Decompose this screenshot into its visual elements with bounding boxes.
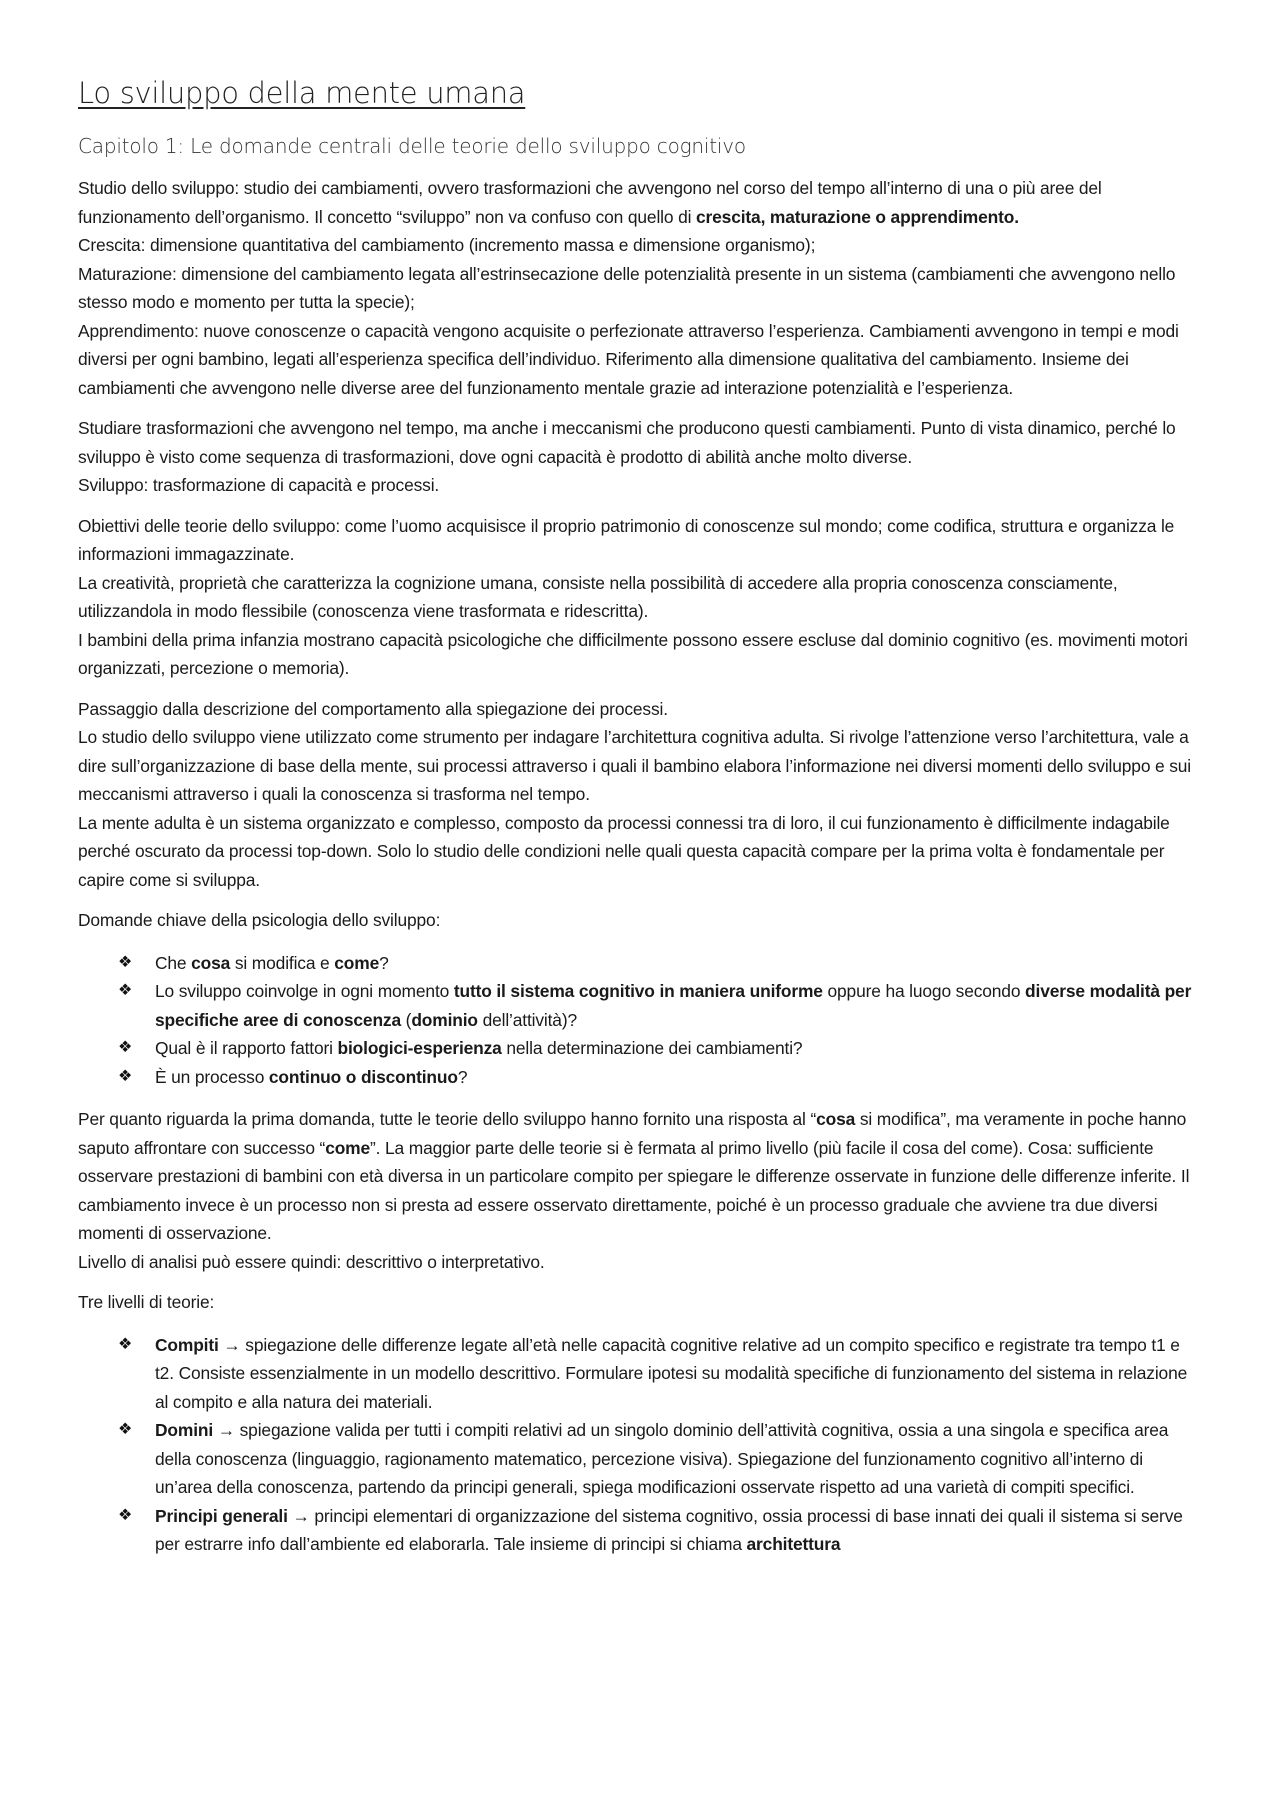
diamond-bullet-icon: ❖ xyxy=(118,1067,133,1085)
diamond-bullet-icon: ❖ xyxy=(118,1039,133,1056)
diamond-bullet-icon: ❖ xyxy=(118,1335,133,1353)
text-line xyxy=(78,231,1200,260)
text-line xyxy=(78,1248,1200,1277)
text-run: Domande chiave della psicologia dello sviluppo: xyxy=(78,910,441,930)
bold-text-run: architettura xyxy=(746,1534,841,1554)
text-run: oppure ha luogo secondo xyxy=(822,981,1026,1001)
key-questions-list xyxy=(78,949,1200,1092)
paragraph-p2 xyxy=(78,414,1200,500)
text-run: si modifica”, ma veramente in poche hanno saputo affrontare con successo “ xyxy=(78,1109,1187,1158)
text-line xyxy=(78,1288,1200,1317)
list-item xyxy=(118,977,1200,1034)
analysis-paragraphs xyxy=(78,1105,1200,1317)
text-run: → spiegazione valida per tutti i compiti relativi ad un singolo dominio dell’attività cognitiva, ossia a una singola e specifica area della conoscenza (linguaggio, ragionamento matematico, percezione visiva). Spiegazione del funzionamento cognitivo all’interno di un’area della conoscenza, partendo da principi generali, spiega modificazioni osservate rispetto ad una varietà di compiti specifici. xyxy=(155,1420,1169,1497)
text-line xyxy=(78,569,1200,626)
text-run: ? xyxy=(379,952,389,973)
text-line xyxy=(78,906,1200,935)
text-run: Studiare trasformazioni che avvengono nel tempo, ma anche i meccanismi che producono questi cambiamenti. Punto di vista dinamico, perché lo sviluppo è visto come sequenza di trasformazioni, dove ogni capacità è prodotto di abilità anche molto diverse. xyxy=(78,418,1176,467)
list-item xyxy=(118,1063,1200,1092)
diamond-bullet-icon: ❖ xyxy=(118,982,133,999)
text-line xyxy=(78,414,1200,471)
text-run: Studio dello sviluppo: studio dei cambiamenti, ovvero trasformazioni che avvengono nel corso del tempo all’interno di una o più aree del funzionamento dell’organismo. Il concetto “sviluppo” non va confuso con quello di xyxy=(78,178,1102,227)
document-title: Lo sviluppo della mente umana xyxy=(78,76,526,110)
bold-text-run: cosa xyxy=(191,952,231,973)
bold-text-run: cosa xyxy=(816,1109,856,1129)
bold-text-run: diverse modalità per specifiche aree di conoscenza xyxy=(155,981,1192,1030)
list-item xyxy=(118,1502,1200,1559)
text-run: Qual è il rapporto fattori xyxy=(155,1038,338,1058)
text-run: La mente adulta è un sistema organizzato e complesso, composto da processi connessi tra di loro, il cui funzionamento è difficilmente indagabile perché oscurato da processi top-down. Solo lo studio delle condizioni nelle quali questa capacità compare per la prima volta è fondamentale per capire come si sviluppa. xyxy=(78,812,1170,890)
bold-text-run: dominio xyxy=(411,1009,478,1030)
text-line xyxy=(78,260,1200,317)
text-run: dell’attività)? xyxy=(477,1009,577,1030)
text-run: Passaggio dalla descrizione del comportamento alla spiegazione dei processi. xyxy=(78,698,668,719)
paragraph-p6 xyxy=(78,1105,1200,1276)
list-item xyxy=(118,1416,1200,1502)
chapter-title: Capitolo 1: Le domande centrali delle teorie dello sviluppo cognitivo xyxy=(78,134,746,158)
text-run: nella determinazione dei cambiamenti? xyxy=(501,1038,803,1058)
intro-paragraphs xyxy=(78,174,1200,935)
text-run: → spiegazione delle differenze legate all’età nelle capacità cognitive relative ad un compito specifico e registrate tra tempo t1 e t2. Consiste essenzialmente in un modello descrittivo. Formulare ipotesi su modalità specifiche di funzionamento del sistema in relazione al compito e alla natura dei materiali. xyxy=(155,1334,1188,1412)
paragraph-p5 xyxy=(78,906,1200,935)
text-run: Maturazione: dimensione del cambiamento legata all’estrinsecazione delle potenzialità presente in un sistema (cambiamenti che avvengono nello stesso modo e momento per tutta la specie); xyxy=(78,263,1176,312)
text-run: Apprendimento: nuove conoscenze o capacità vengono acquisite o perfezionate attraverso l’esperienza. Cambiamenti avvengono in tempi e modi diversi per ogni bambino, legati all’esperienza specifica dell’individuo. Riferimento alla dimensione qualitativa del cambiamento. Insieme dei cambiamenti che avvengono nelle diverse aree del funzionamento mentale grazie ad interazione potenzialità e l’esperienza. xyxy=(78,320,1179,398)
text-run: La creatività, proprietà che caratterizza la cognizione umana, consiste nella possibilità di accedere alla propria conoscenza consciamente, utilizzandola in modo flessibile (conoscenza viene trasformata e ridescritta). xyxy=(78,572,1118,621)
paragraph-p3 xyxy=(78,512,1200,683)
text-run: È un processo xyxy=(155,1066,269,1087)
text-run: Sviluppo: trasformazione di capacità e processi. xyxy=(78,475,440,495)
list-item xyxy=(118,1331,1200,1417)
bold-text-run: biologici-esperienza xyxy=(337,1038,502,1058)
paragraph-p4 xyxy=(78,695,1200,895)
text-line xyxy=(78,512,1200,569)
text-run: ”. La maggior parte delle teorie si è fermata al primo livello (più facile il cosa del come). Cosa: sufficiente osservare prestazioni di bambini con età diversa in un particolare compito per spiegare le differenze osservate in funzione delle differenze inferite. Il cambiamento invece è un processo non si presta ad essere osservato direttamente, poiché è un processo graduale che avviene tra due diversi momenti di osservazione. xyxy=(78,1137,1190,1243)
text-line xyxy=(78,174,1200,231)
text-line xyxy=(78,317,1200,403)
text-run: ( xyxy=(401,1009,412,1030)
text-run: Obiettivi delle teorie dello sviluppo: come l’uomo acquisisce il proprio patrimonio di conoscenze sul mondo; come codifica, struttura e organizza le informazioni immagazzinate. xyxy=(78,515,1175,564)
text-run: Tre livelli di teorie: xyxy=(78,1292,215,1312)
bold-text-run: crescita, maturazione o apprendimento. xyxy=(696,206,1019,227)
paragraph-p1 xyxy=(78,174,1200,402)
bold-text-run: tutto il sistema cognitivo in maniera uniforme xyxy=(453,981,823,1001)
bold-text-run: Principi generali xyxy=(155,1505,288,1526)
text-run: ? xyxy=(457,1066,468,1087)
text-run: I bambini della prima infanzia mostrano capacità psicologiche che difficilmente possono essere escluse dal dominio cognitivo (es. movimenti motori organizzati, percezione o memoria). xyxy=(78,629,1188,678)
text-run: Per quanto riguarda la prima domanda, tutte le teorie dello sviluppo hanno fornito una risposta al “ xyxy=(78,1109,817,1129)
diamond-bullet-icon: ❖ xyxy=(118,953,133,971)
paragraph-p7 xyxy=(78,1288,1200,1317)
text-line xyxy=(78,723,1200,809)
text-run: Crescita: dimensione quantitativa del cambiamento (incremento massa e dimensione organismo); xyxy=(78,235,816,255)
text-run: Livello di analisi può essere quindi: descrittivo o interpretativo. xyxy=(78,1251,545,1272)
text-run: Lo studio dello sviluppo viene utilizzato come strumento per indagare l’architettura cognitiva adulta. Si rivolge l’attenzione verso l’architettura, vale a dire sull’organizzazione di base della mente, sui processi attraverso i quali il bambino elabora l’informazione nei diversi momenti dello sviluppo e sui meccanismi attraverso i quali la conoscenza si trasforma nel tempo. xyxy=(78,727,1192,804)
bold-text-run: come xyxy=(334,952,380,973)
bold-text-run: Domini xyxy=(155,1420,214,1440)
text-run: Lo sviluppo coinvolge in ogni momento xyxy=(155,981,454,1001)
bold-text-run: Compiti xyxy=(155,1334,219,1355)
document-body xyxy=(78,174,1200,1559)
text-line xyxy=(78,471,1200,500)
text-run: si modifica e xyxy=(230,952,335,973)
text-run: Che xyxy=(155,952,192,973)
list-item xyxy=(118,1034,1200,1063)
bold-text-run: come xyxy=(325,1137,371,1158)
text-line xyxy=(78,1105,1200,1248)
theory-levels-list xyxy=(78,1331,1200,1559)
bold-text-run: continuo o discontinuo xyxy=(268,1066,458,1087)
text-line xyxy=(78,695,1200,724)
list-item xyxy=(118,949,1200,978)
text-run: → principi elementari di organizzazione del sistema cognitivo, ossia processi di base innati dei quali il sistema si serve per estrarre info dall’ambiente ed elaborarla. Tale insieme di principi si chiama xyxy=(155,1505,1183,1554)
text-line xyxy=(78,809,1200,895)
text-line xyxy=(78,626,1200,683)
diamond-bullet-icon: ❖ xyxy=(118,1421,133,1438)
diamond-bullet-icon: ❖ xyxy=(118,1506,133,1524)
